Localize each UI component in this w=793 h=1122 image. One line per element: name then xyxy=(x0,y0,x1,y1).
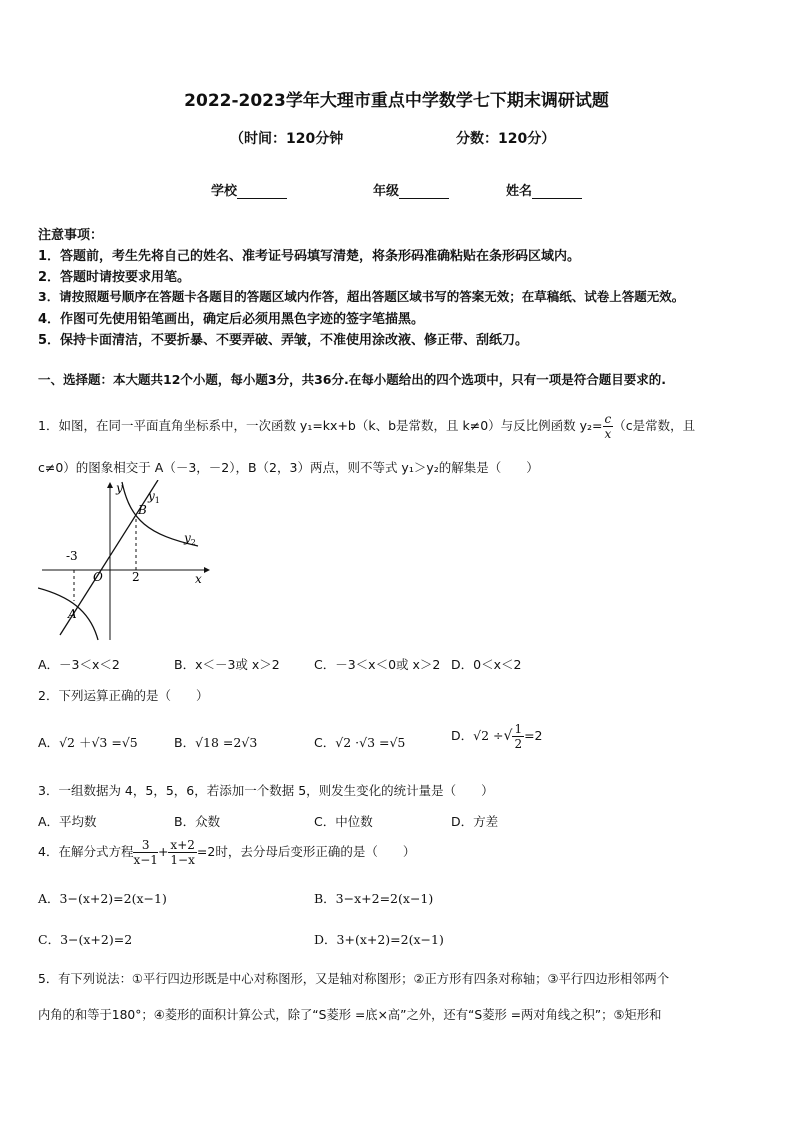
school-label: 学校 xyxy=(211,184,238,199)
q4-option-d[interactable]: D．3+(x+2)=2(x−1) xyxy=(314,932,444,947)
sqrt-icon: √ xyxy=(503,728,513,744)
q2-d-label: D． xyxy=(451,728,474,743)
q1-text-a: 1．如图，在同一平面直角坐标系中，一次函数 y₁=kx+b（k、b是常数，且 k≠0）与反比例函数 y₂= xyxy=(38,418,603,433)
q4-plus: + xyxy=(157,844,169,859)
grade-label: 年级 xyxy=(373,184,400,199)
name-field[interactable] xyxy=(506,180,582,199)
q3-option-c[interactable]: C．中位数 xyxy=(314,814,373,829)
q3-option-b[interactable]: B．众数 xyxy=(174,814,221,829)
q1-text-b: （c是常数，且 xyxy=(613,418,696,433)
q4-f2-den: 1−x xyxy=(170,853,195,867)
question-1-line1 xyxy=(38,412,695,441)
x-axis-arrow xyxy=(204,567,210,573)
q4-option-c[interactable]: C．3−(x+2)=2 xyxy=(38,932,133,947)
exam-title: 2022-2023学年大理市重点中学数学七下期末调研试题 xyxy=(184,91,609,111)
notice-item: 4．作图可先使用铅笔画出，确定后必须用黑色字迹的签字笔描黑。 xyxy=(38,312,425,327)
notice-heading: 注意事项： xyxy=(38,228,104,243)
q2-a-expr: √2 ＋√3 =√5 xyxy=(59,735,138,750)
q1-option-c[interactable]: C．－3＜x＜0或 x＞2 xyxy=(314,657,441,672)
y1-label: $y_1$ xyxy=(148,489,160,505)
q2-d-fraction xyxy=(512,722,524,751)
question-2-stem: 2．下列运算正确的是（ ） xyxy=(38,688,209,703)
notice-item: 5．保持卡面清洁，不要折暴、不要弄破、弄皱，不准使用涂改液、修正带、刮纸刀。 xyxy=(38,333,529,348)
x-axis-label: x xyxy=(195,572,202,586)
q2-option-a[interactable] xyxy=(38,733,138,751)
point-b-label: B xyxy=(138,503,147,517)
q3-option-d[interactable]: D．方差 xyxy=(451,814,499,829)
q2-option-d[interactable] xyxy=(451,722,543,751)
y-axis-arrow xyxy=(107,482,113,488)
tick-neg3: -3 xyxy=(66,549,78,563)
q2-d-frac-den: 2 xyxy=(514,737,523,751)
q2-b-label: B． xyxy=(174,735,196,750)
q4-f1-den: x−1 xyxy=(133,853,158,867)
q2-c-label: C． xyxy=(314,735,336,750)
origin-label: O xyxy=(93,570,103,584)
q4-f1-num: 3 xyxy=(133,838,157,853)
question-1-line2: c≠0）的图象相交于 A（－3，－2），B（2，3）两点，则不等式 y₁＞y₂的解集是（ ） xyxy=(38,460,539,475)
school-blank[interactable] xyxy=(237,186,287,199)
q4-option-b[interactable]: B．3−x+2=2(x−1) xyxy=(314,891,434,906)
school-field[interactable] xyxy=(211,180,287,199)
q4-stem-a: 4．在解分式方程 xyxy=(38,844,134,859)
q2-d-frac-num: 1 xyxy=(514,722,523,736)
notice-item: 1．答题前，考生先将自己的姓名、准考证号码填写清楚，将条形码准确粘贴在条形码区域内。 xyxy=(38,249,581,264)
q4-stem-b: =2时，去分母后变形正确的是（ ） xyxy=(196,844,416,859)
y2-label: $y_2$ xyxy=(184,531,196,547)
exam-time: （时间：120分钟 xyxy=(230,131,344,147)
q4-fraction-2 xyxy=(168,838,196,867)
q1-fraction xyxy=(603,412,614,441)
q2-c-expr: √2 ·√3 =√5 xyxy=(335,735,406,750)
notice-item: 2．答题时请按要求用笔。 xyxy=(38,270,191,285)
grade-blank[interactable] xyxy=(399,186,449,199)
q4-fraction-1 xyxy=(133,838,157,867)
q1-option-a[interactable]: A．－3＜x＜2 xyxy=(38,657,120,672)
question-3-stem: 3．一组数据为 4，5，5，6，若添加一个数据 5，则发生变化的统计量是（ ） xyxy=(38,783,494,798)
q2-option-b[interactable] xyxy=(174,733,257,751)
q2-b-expr: √18 =2√3 xyxy=(195,735,258,750)
q2-a-label: A． xyxy=(38,735,60,750)
tick-2: 2 xyxy=(132,570,140,584)
q1-graph xyxy=(38,480,210,646)
q2-d-expr-a: √2 ÷ xyxy=(473,728,504,743)
name-label: 姓名 xyxy=(506,184,533,199)
q1-frac-num: c xyxy=(604,412,612,426)
q1-frac-den: x xyxy=(604,427,612,441)
section-heading: 一、选择题：本大题共12个小题，每小题3分，共36分.在每小题给出的四个选项中，只有一项是符合题目要求的. xyxy=(38,372,666,387)
q1-option-b[interactable]: B．x＜－3或 x＞2 xyxy=(174,657,280,672)
q1-option-d[interactable]: D．0＜x＜2 xyxy=(451,657,522,672)
name-blank[interactable] xyxy=(532,186,582,199)
q2-option-c[interactable] xyxy=(314,733,405,751)
q4-f2-num: x+2 xyxy=(170,838,195,852)
question-5-line2: 内角的和等于180°；④菱形的面积计算公式，除了“S菱形 =底×高”之外，还有“S菱形 =两对角线之积”；⑤矩形和 xyxy=(38,1008,662,1022)
question-5-line1: 5．有下列说法：①平行四边形既是中心对称图形，又是轴对称图形；②正方形有四条对称轴；③平行四边形相邻两个 xyxy=(38,972,670,986)
point-a-label: A xyxy=(68,607,77,621)
y-axis-label: y xyxy=(116,481,123,495)
q4-option-a[interactable]: A．3−(x+2)=2(x−1) xyxy=(38,891,167,906)
q2-d-expr-b: =2 xyxy=(524,728,543,743)
q3-option-a[interactable]: A．平均数 xyxy=(38,814,97,829)
notice-item: 3．请按照题号顺序在答题卡各题目的答题区域内作答，超出答题区域书写的答案无效；在草稿纸、试卷上答题无效。 xyxy=(38,289,685,304)
exam-score: 分数：120分） xyxy=(456,131,556,147)
question-4-stem xyxy=(38,838,415,867)
grade-field[interactable] xyxy=(373,180,449,199)
